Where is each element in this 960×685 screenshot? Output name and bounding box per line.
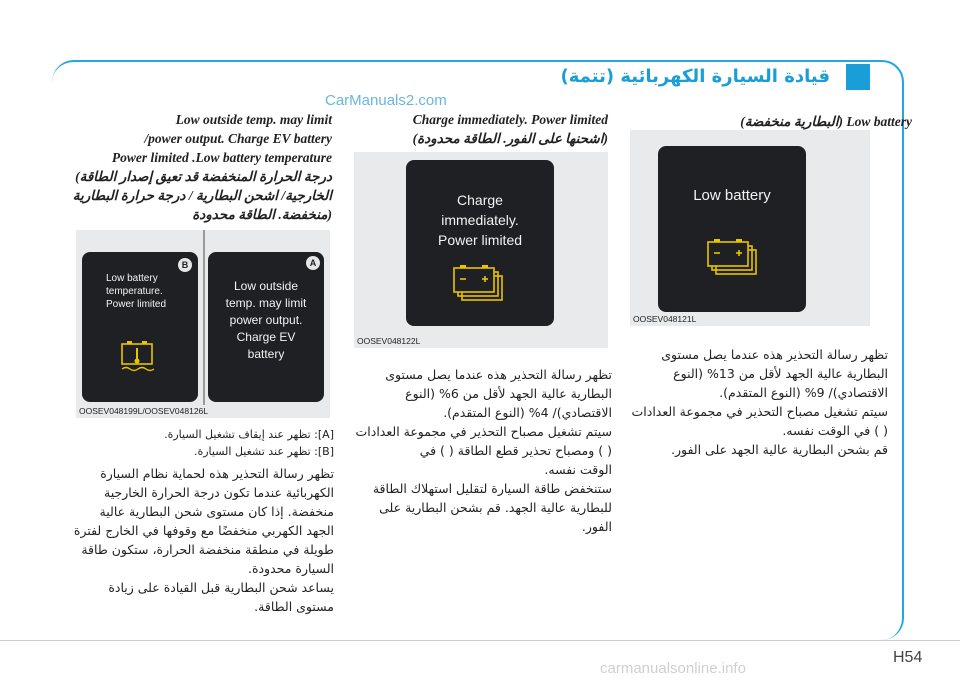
temp-limit-text: temp. may limit	[225, 296, 307, 310]
low-battery-text: Low battery	[106, 273, 158, 284]
battery-icon	[706, 238, 762, 278]
right-image-code: OOSEV048121L	[633, 314, 697, 324]
low-battery-text: Low battery	[693, 187, 771, 204]
page-number: H54	[893, 649, 923, 666]
left-notes: [A]: تظهر عند إيقاف تشغيل السيارة. [B]: تظهر عند تشغيل السيارة.	[164, 428, 334, 458]
middle-title: Charge immediately. Power limited (اشحنها على الفور. الطاقة محدودة)	[412, 112, 608, 146]
left-image-panel	[76, 230, 330, 418]
battery-text: battery	[247, 347, 285, 361]
middle-image-panel	[354, 152, 608, 348]
power-output-text: power output.	[229, 313, 303, 327]
middle-cluster-screen	[406, 160, 554, 326]
power-limited-text: Power limited	[437, 232, 523, 248]
battery-icon	[452, 264, 508, 304]
low-outside-text: Low outside	[233, 279, 299, 293]
temperature-text: temperature.	[106, 286, 163, 297]
badge-b: B	[178, 258, 192, 272]
left-title: Low outside temp. may limit /power output. Charge EV battery Power limited .Low battery temperature (درجة الحرارة المنخفضة قد تعيق إصدار الطاقة الخارجية/ اشحن البطارية / درجة حرارة البطارية منخفضة. الطاقة محدودة)	[72, 112, 332, 222]
power-limited-text: Power limited	[106, 299, 167, 310]
middle-image-code: OOSEV048122L	[357, 336, 421, 346]
screen-a	[208, 252, 324, 402]
section-title: قيادة السيارة الكهربائية (تتمة)	[560, 66, 830, 87]
right-body: تظهر رسالة التحذير هذه عندما يصل مستوى البطارية عالية الجهد لأقل من 13% (النوع الاقتصادي)/ 9% (النوع المتقدم). سيتم تشغيل مصباح التحذير في مجموعة العدادات ( ) في الوقت نفسه. قم بشحن البطارية عالية الجهد على الفور.	[631, 347, 888, 457]
right-image-panel	[630, 130, 870, 326]
right-cluster-screen	[658, 146, 806, 312]
left-body: تظهر رسالة التحذير هذه لحماية نظام السيارة الكهربائية عندما تكون درجة الحرارة الخارجية منخفضة. إذا كان مستوى شحن البطارية عالية الجهد الكهربي منخفضًا مع وقوفها في الخارج لفترة طويلة في منطقة منخفضة الحرارة، ستكون طاقة السيارة محدودة. يساعد شحن البطارية قبل القيادة على زيادة مستوى الطاقة.	[73, 466, 334, 614]
watermark-top[interactable]: CarManuals2.com	[325, 92, 447, 109]
badge-a: A	[306, 256, 320, 270]
left-image-code: OOSEV048199L/OOSEV048126L	[79, 406, 209, 416]
right-title: (البطارية منخفضة) Low battery	[740, 114, 912, 129]
footer-rule	[0, 640, 960, 641]
charge-ev-text: Charge EV	[236, 330, 296, 344]
screen-b	[82, 252, 198, 402]
battery-temp-icon	[120, 338, 160, 374]
section-header	[560, 62, 870, 92]
middle-body: تظهر رسالة التحذير هذه عندما يصل مستوى البطارية عالية الجهد لأقل من 6% (النوع الاقتصادي)/ 4% (النوع المتقدم). سيتم تشغيل مصباح التحذير في مجموعة العدادات ( ) ومصباح تحذير قطع الطاقة ( ) في الوقت نفسه. ستنخفض طاقة السيارة لتقليل استهلاك الطاقة للبطارية عالية الجهد. قم بشحن البطارية على الفور.	[355, 367, 612, 534]
charge-text: Charge	[457, 192, 503, 208]
section-marker	[846, 64, 870, 90]
watermark-bottom[interactable]: carmanualsonline.info	[600, 660, 746, 677]
immediately-text: immediately.	[441, 212, 519, 228]
image-divider	[203, 230, 205, 405]
